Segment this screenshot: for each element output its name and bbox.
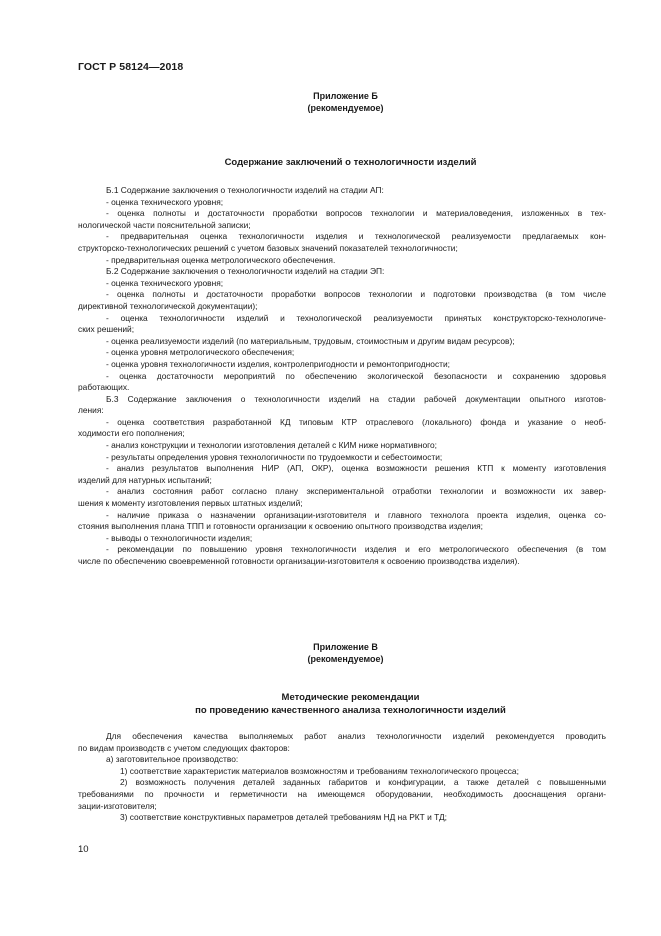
paragraph-line: - результаты определения уровня технологичности по трудоемкости и себестоимости;: [106, 451, 443, 462]
annex-v-heading-line-2: по проведению качественного анализа технологичности изделий: [195, 705, 506, 716]
annex-v-heading: [0, 641, 661, 665]
paragraph-line: - оценка реализуемости изделий (по материальным, трудовым, стоимостным и другим видам ресурсов);: [106, 335, 515, 346]
paragraph-line: - анализ результатов выполнения НИР (АП, ОКР), оценка возможности решения КТП к моменту изготовления: [106, 463, 606, 474]
paragraph-line: - оценка технического уровня;: [106, 196, 224, 207]
paragraph-line: ления:: [78, 405, 104, 416]
paragraph-line: числе по обеспечению своевременной готовности организации-изготовителя к освоению производства изделия).: [78, 556, 520, 566]
paragraph-line: требованиями по прочности и герметичности на имеющемся оборудовании, необходимость дооснащения органи-: [78, 788, 606, 799]
paragraph-line: Для обеспечения качества выполняемых работ анализ технологичности изделий рекомендуется проводить: [106, 731, 606, 741]
paragraph-line: - оценка полноты и достаточности проработки вопросов технологии и материаловедения, изложенных в тех-: [106, 208, 606, 219]
paragraph-line: Б.2 Содержание заключения о технологичности изделий на стадии ЭП:: [106, 266, 385, 277]
standard-designation: ГОСТ Р 58124—2018: [78, 61, 184, 73]
paragraph-line: 3) соответствие конструктивных параметров деталей требованиям НД на РКТ и ТД;: [120, 812, 447, 823]
paragraph-line: - выводы о технологичности изделия;: [106, 532, 253, 543]
paragraph-line: Б.1 Содержание заключения о технологичности изделий на стадии АП:: [106, 185, 384, 195]
paragraph-line: - оценка уровня технологичности изделия, контролепригодности и ремонтопригодности;: [106, 358, 450, 369]
paragraph-line: - наличие приказа о назначении организации-изготовителя и главного технолога проекта изделия, оценка со-: [106, 509, 606, 520]
paragraph-line: ских решений;: [78, 324, 135, 335]
paragraph-line: - оценка полноты и достаточности проработки вопросов технологии и подготовки производства (в том числе: [106, 289, 606, 300]
annex-v-body: [78, 731, 606, 824]
paragraph-line: работающих.: [78, 382, 130, 393]
paragraph-line: 2) возможность получения деталей заданных габаритов и конфигурации, а также деталей с повышенными: [120, 777, 606, 788]
annex-v-section-title: [0, 691, 661, 717]
paragraph-line: - анализ состояния работ согласно плану экспериментальной отработки технологии и возможности их завер-: [106, 486, 606, 497]
annex-b-body: [78, 185, 606, 568]
annex-v-title: Приложение В: [313, 642, 378, 652]
paragraph-line: Б.3 Содержание заключения о технологичности изделий на стадии рабочей документации опытного изготов-: [106, 393, 606, 404]
paragraph-line: - рекомендации по повышению уровня технологичности изделия и его метрологического обеспечения (в том: [106, 544, 606, 555]
paragraph-line: - оценка технологичности изделий и технологической реализуемости принятых конструкторско-технологиче-: [106, 312, 606, 323]
annex-b-heading: [0, 90, 661, 114]
paragraph-line: - оценка достаточности мероприятий по обеспечению экологической безопасности и сохранению здоровья: [106, 370, 606, 381]
paragraph-line: директивной технологической документации);: [78, 300, 258, 311]
paragraph-line: 1) соответствие характеристик материалов возможностям и требованиям технологического процесса;: [120, 765, 519, 776]
paragraph-line: - оценка уровня метрологического обеспечения;: [106, 347, 295, 358]
paragraph-line: - оценка соответствия разработанной КД типовым КТР отраслевого (локального) фонда и указание о необ-: [106, 416, 606, 427]
paragraph-line: - анализ конструкции и технологии изготовления деталей с КИМ ниже нормативного;: [106, 440, 437, 451]
paragraph-line: изделий для натурных испытаний;: [78, 474, 212, 485]
annex-v-status: (рекомендуемое): [307, 654, 384, 664]
paragraph-line: ходимости его пополнения;: [78, 428, 185, 439]
paragraph-line: нологической части пояснительной записки;: [78, 219, 251, 230]
annex-b-title: Приложение Б: [313, 91, 378, 101]
paragraph-line: - предварительная оценка технологичности изделия и технологической реализуемости предлагаемых кон-: [106, 231, 606, 242]
paragraph-line: по видам производств с учетом следующих факторов:: [78, 742, 290, 753]
annex-b-status: (рекомендуемое): [307, 103, 384, 113]
paragraph-line: стояния выполнения плана ТПП и готовности организации к освоению опытного производства изделия;: [78, 521, 483, 532]
page-number: 10: [78, 844, 89, 855]
paragraph-line: шения к моменту изготовления первых штатных изделий;: [78, 498, 303, 509]
paragraph-line: а) заготовительное производство:: [106, 754, 239, 765]
paragraph-line: - предварительная оценка метрологического обеспечения.: [106, 254, 336, 265]
annex-v-heading-line-1: Методические рекомендации: [281, 692, 420, 703]
paragraph-line: зации-изготовителя;: [78, 800, 157, 811]
paragraph-line: структорско-технологических решений с учетом базовых значений показателей технологичности;: [78, 242, 458, 253]
paragraph-line: - оценка технического уровня;: [106, 277, 224, 288]
annex-b-section-title: Содержание заключений о технологичности изделий: [224, 157, 477, 168]
